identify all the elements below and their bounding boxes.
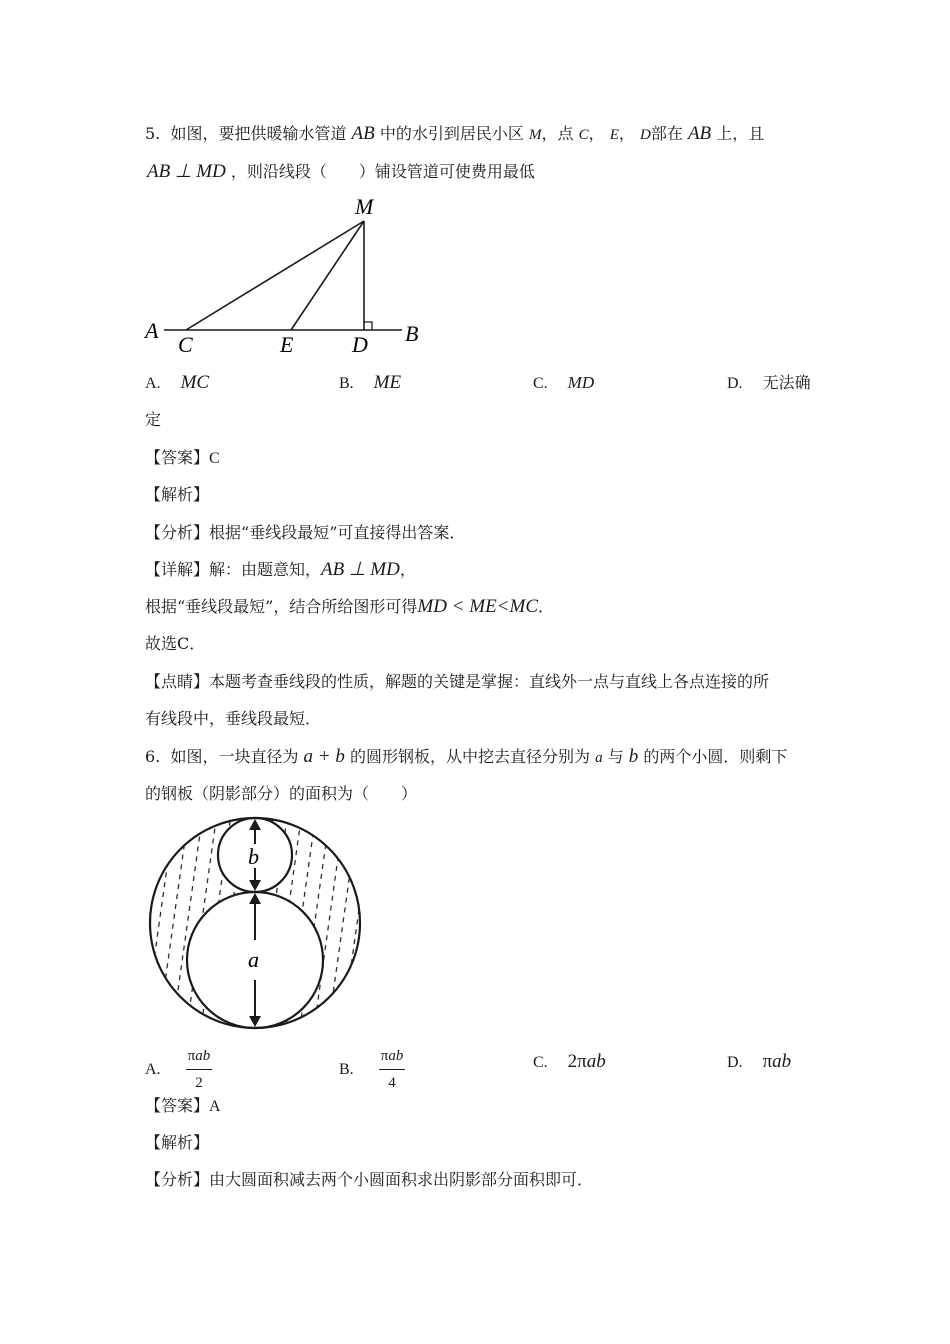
pi-symbol: π — [762, 1051, 773, 1072]
q5-dianjing — [145, 672, 769, 692]
q5-fenxi — [145, 523, 465, 543]
pi-symbol: π — [577, 1051, 587, 1072]
q5-math-d: D — [639, 127, 651, 143]
q5-option-d-wrap: 定 — [145, 410, 162, 429]
option-value: MD — [567, 373, 595, 392]
q5-stem-text: 如图，要把供暖输水管道 — [170, 124, 347, 143]
xiangjie-end: ， — [399, 560, 416, 579]
q5-option-a — [145, 371, 209, 396]
answer-tag: 【答案】 — [145, 1096, 210, 1115]
option-label: B. — [339, 375, 354, 392]
fenxi-tag: 【分析】 — [145, 1170, 210, 1189]
q5-math-e: E — [609, 127, 619, 143]
q5-math-ab: AB — [351, 123, 375, 144]
denominator: 4 — [388, 1075, 396, 1091]
q6-option-d — [727, 1050, 791, 1075]
label-m: M — [355, 194, 374, 219]
q6-math-a: a — [595, 750, 603, 766]
q5-stem-text: 中的水引到居民小区 — [379, 124, 524, 143]
option-label: B. — [339, 1061, 354, 1078]
q6-analysis-tag: 【解析】 — [145, 1133, 210, 1152]
numerator-ab: ab — [388, 1048, 404, 1064]
answer-value: C — [209, 450, 220, 467]
q5-reason — [145, 597, 554, 617]
q6-option-a — [145, 1044, 212, 1095]
option-value: ME — [373, 372, 402, 393]
q5-math-m: M — [528, 127, 542, 143]
label-b: B — [405, 321, 419, 346]
denominator: 2 — [195, 1075, 203, 1091]
q5-math-perp: AB ⊥ MD — [147, 161, 226, 182]
fraction — [186, 1044, 213, 1095]
segment-mc — [186, 221, 364, 330]
label-c: C — [178, 332, 193, 357]
q5-stem-text: 部在 — [650, 124, 683, 143]
reason-text: 根据“垂线段最短”，结合所给图形可得 — [145, 597, 418, 616]
label-e: E — [280, 332, 294, 357]
q5-answer — [145, 448, 220, 469]
q6-stem-text: 的两个小圆．则剩下 — [643, 747, 788, 766]
q5-sep: ， — [588, 124, 605, 143]
option-ab: ab — [772, 1051, 792, 1072]
answer-tag: 【答案】 — [145, 448, 210, 467]
fenxi-text: 由大圆面积减去两个小圆面积求出阴影部分面积即可． — [209, 1170, 594, 1189]
option-label: D. — [727, 375, 743, 392]
coefficient: 2 — [567, 1051, 578, 1072]
q6-math-sum: a + b — [303, 746, 345, 767]
fraction — [379, 1044, 406, 1095]
numerator-ab: ab — [195, 1048, 211, 1064]
label-a: a — [248, 947, 259, 972]
pi-symbol: π — [187, 1048, 196, 1064]
fenxi-text: 根据“垂线段最短”可直接得出答案． — [209, 523, 466, 542]
option-label: D. — [727, 1054, 743, 1071]
option-label: C. — [533, 1054, 548, 1071]
q5-dianjing-cont: 有线段中，垂线段最短． — [145, 709, 322, 728]
q5-stem-line1 — [145, 124, 764, 145]
segment-me — [291, 221, 364, 330]
q5-xiangjie — [145, 560, 416, 580]
option-ab: ab — [586, 1051, 606, 1072]
q6-number: 6. — [145, 747, 161, 766]
xiangjie-text: 解：由题意知， — [209, 560, 322, 579]
q6-stem-text: 如图，一块直径为 — [170, 747, 299, 766]
q5-choose: 故选C． — [145, 634, 206, 653]
q6-stem-line1 — [145, 747, 787, 768]
dianjing-text: 本题考查垂线段的性质，解题的关键是掌握：直线外一点与直线上各点连接的所 — [209, 672, 770, 691]
label-b: b — [248, 844, 259, 869]
q5-option-b — [339, 371, 401, 396]
q5-math-ab: AB — [687, 123, 712, 144]
option-label: A. — [145, 375, 161, 392]
q6-option-c — [533, 1050, 606, 1075]
q5-stem-line2 — [147, 162, 535, 182]
answer-value: A — [209, 1098, 221, 1115]
option-value: 无法确 — [762, 373, 811, 392]
q5-stem-text: 上，且 — [716, 124, 765, 143]
q5-stem-text: ，则沿线段（ ）铺设管道可使费用最低 — [230, 162, 535, 181]
q5-option-d — [727, 371, 811, 396]
q6-answer — [145, 1096, 221, 1117]
fenxi-tag: 【分析】 — [145, 523, 210, 542]
q5-analysis-tag: 【解析】 — [145, 485, 210, 504]
option-value: MC — [180, 372, 210, 393]
q5-math-c: C — [578, 127, 589, 143]
q5-sep: ， — [618, 124, 635, 143]
xiangjie-tag: 【详解】 — [145, 560, 210, 579]
pi-symbol: π — [380, 1048, 389, 1064]
q6-figure — [140, 808, 380, 1038]
q5-stem-text: ，点 — [541, 124, 574, 143]
q6-stem-text: 的圆形钢板，从中挖去直径分别为 — [349, 747, 590, 766]
option-label: A. — [145, 1061, 161, 1078]
q6-math-b: b — [628, 746, 639, 767]
q6-stem-line2: 的钢板（阴影部分）的面积为（ ） — [145, 784, 418, 803]
q6-fenxi — [145, 1170, 593, 1190]
label-a: A — [145, 318, 159, 343]
dianjing-tag: 【点睛】 — [145, 672, 210, 691]
reason-math: MD < ME<MC — [417, 596, 538, 617]
reason-end: ． — [538, 597, 555, 616]
q5-number: 5. — [145, 124, 161, 143]
option-label: C. — [533, 375, 548, 392]
right-angle-mark — [364, 322, 372, 330]
label-d: D — [352, 332, 368, 357]
q6-option-b — [339, 1044, 405, 1095]
q5-option-c — [533, 371, 594, 396]
q6-stem-text: 与 — [607, 747, 624, 766]
xiangjie-math: AB ⊥ MD — [321, 559, 400, 580]
q5-figure — [140, 192, 430, 362]
